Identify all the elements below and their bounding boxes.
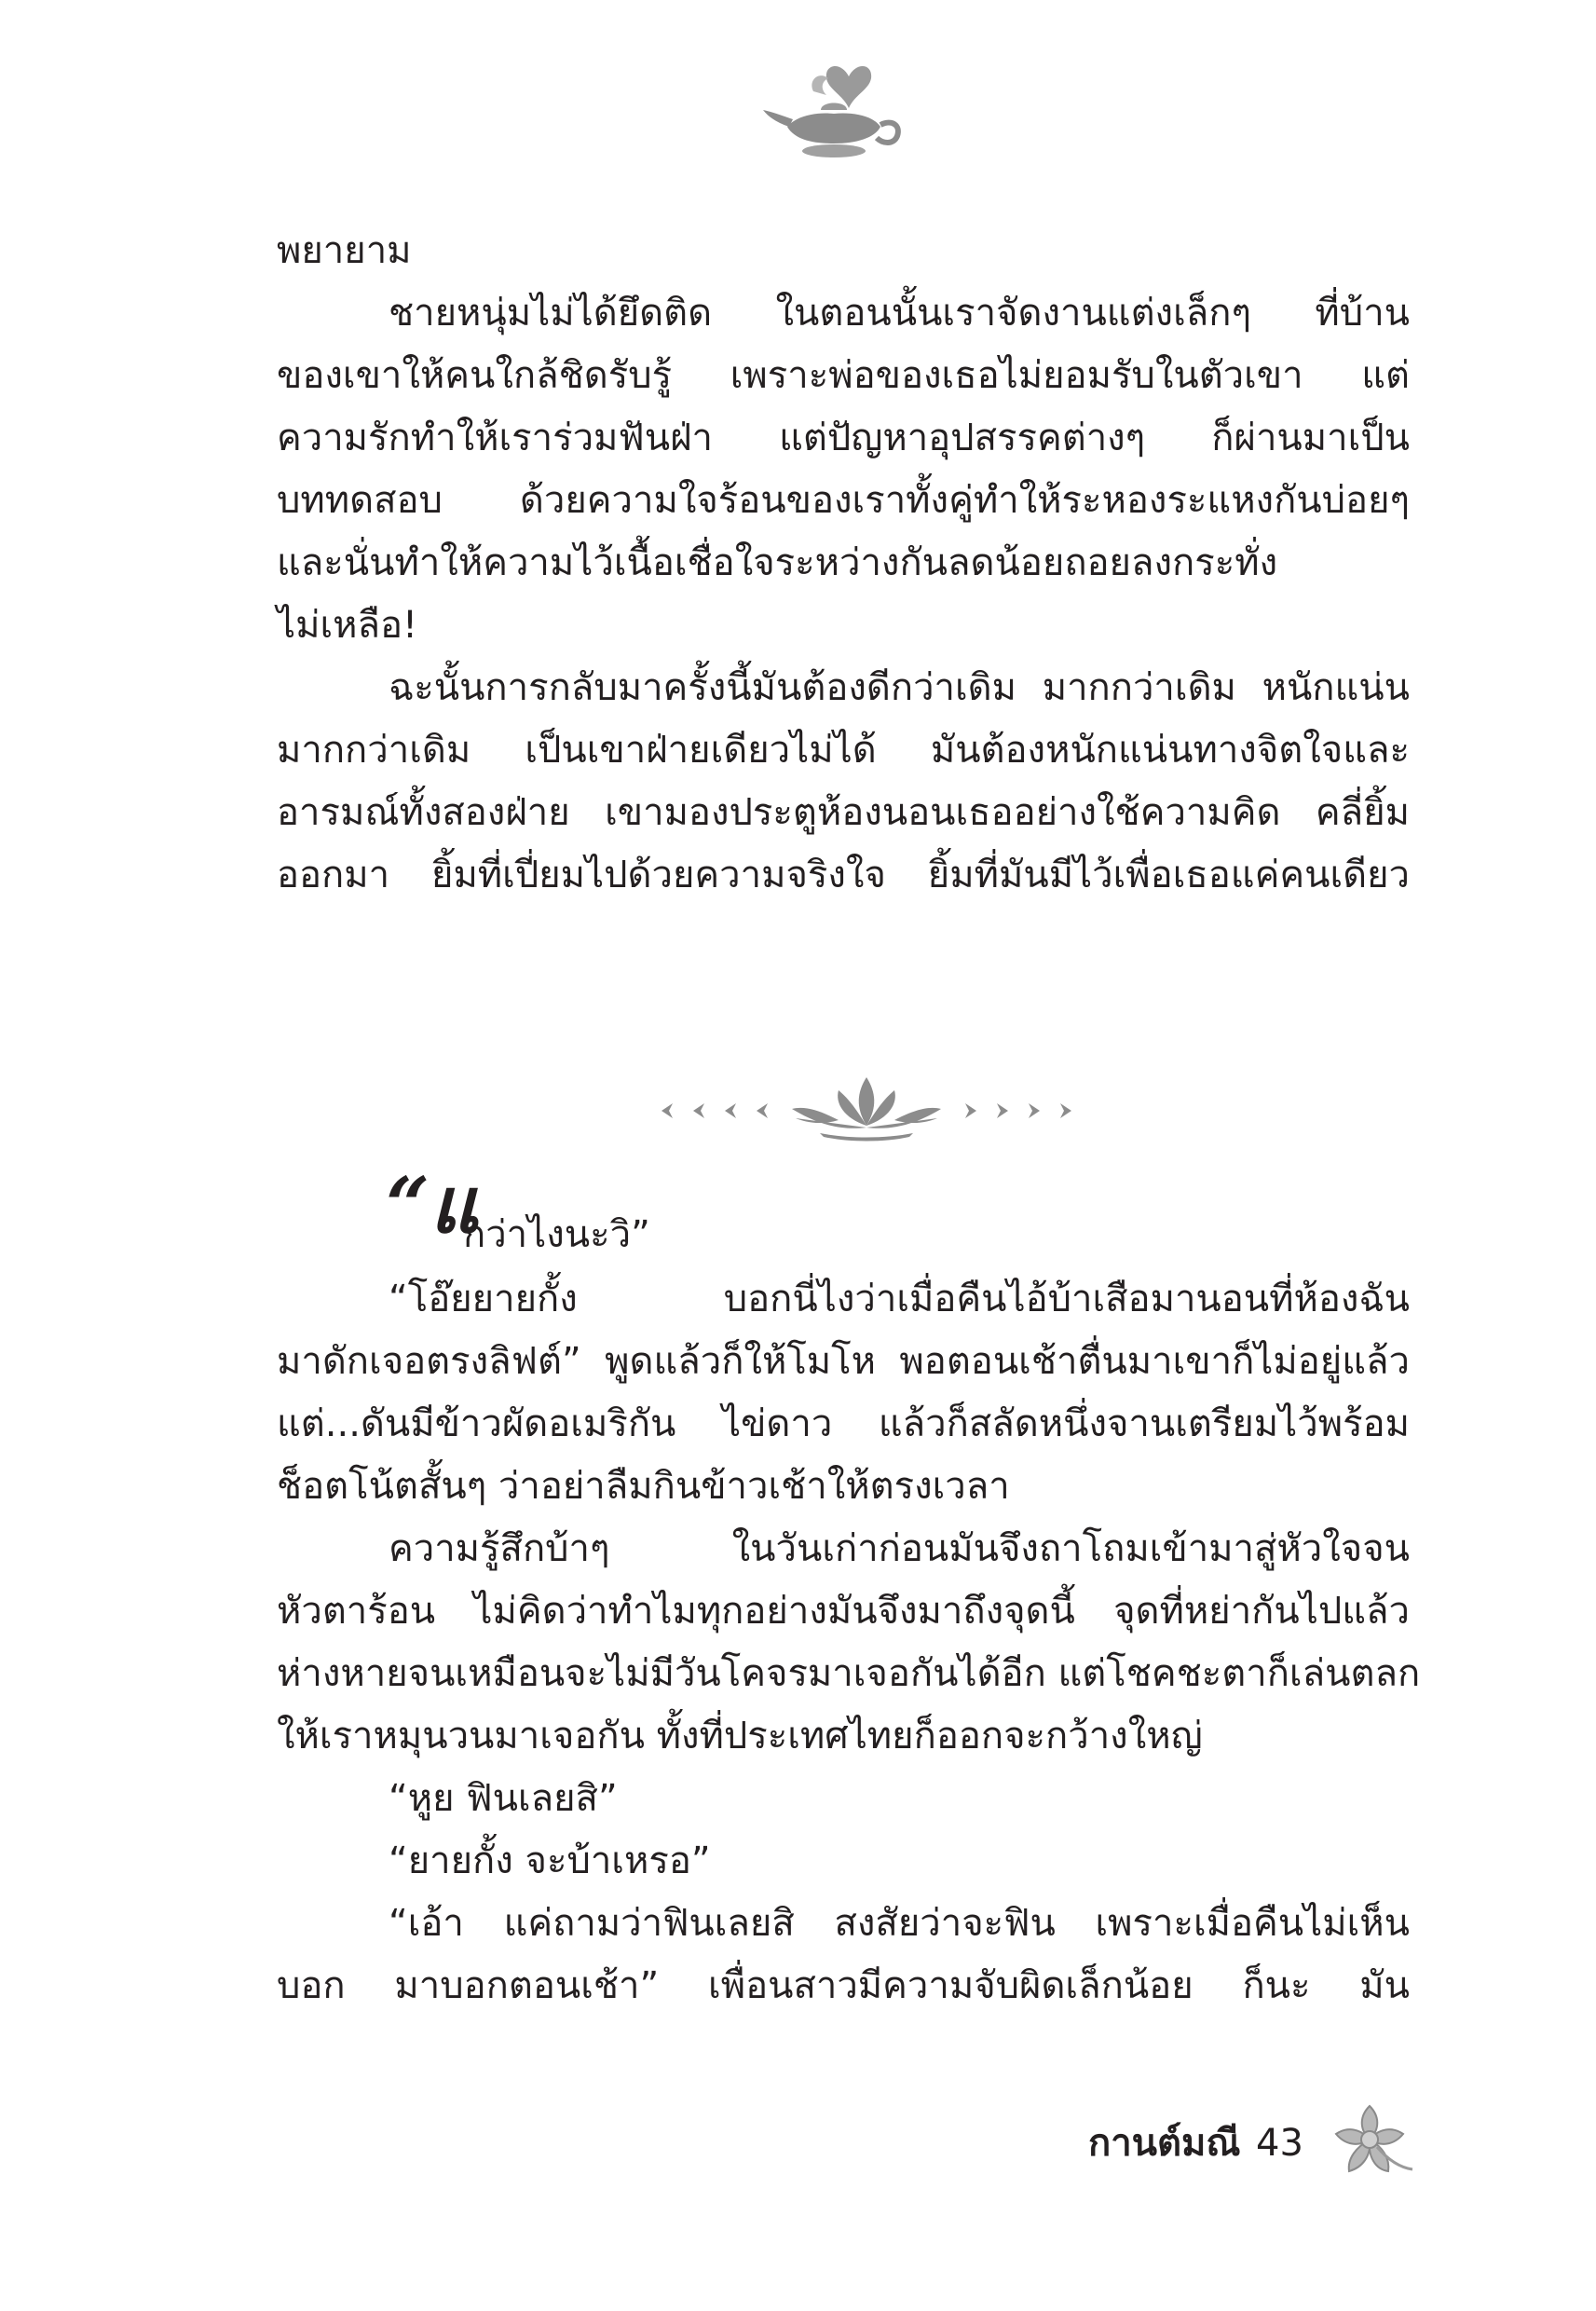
flower-icon [1323, 2093, 1416, 2186]
footer-book-title: กานต์มณี [1088, 2122, 1241, 2165]
text-line: และนั่นทำให้ความไว้เนื้อเชื่อใจระหว่างกันลดน้อยถอยลงกระทั่ง [277, 541, 1278, 584]
genie-lamp-icon [759, 54, 908, 175]
text-line: ออกมา ยิ้มที่เปี่ยมไปด้วยความจริงใจ ยิ้มที่มันมีไว้เพื่อเธอแค่คนเดียว [277, 854, 1410, 896]
text-line: “โอ๊ยยายกั้ง บอกนี่ไงว่าเมื่อคืนไอ้บ้าเสือมานอนที่ห้องฉัน [389, 1278, 1410, 1320]
text-line: ของเขาให้คนใกล้ชิดรับรู้ เพราะพ่อของเธอไม่ยอมรับในตัวเขา แต่ [277, 354, 1410, 397]
text-line: ชายหนุ่มไม่ได้ยึดติด ในตอนนั้นเราจัดงานแต่งเล็กๆ ที่บ้าน [389, 292, 1410, 335]
text-line: ไม่เหลือ! [277, 604, 418, 647]
text-line: อารมณ์ทั้งสองฝ่าย เขามองประตูห้องนอนเธออย่างใช้ความคิด คลี่ยิ้ม [277, 791, 1410, 834]
text-line: พยายาม [277, 229, 412, 272]
page-number: 43 [1256, 2122, 1303, 2165]
text-line: “หูย ฟินเลยสิ” [389, 1777, 618, 1820]
text-line: “ยายกั้ง จะบ้าเหรอ” [389, 1839, 711, 1882]
drop-cap: “แ [386, 1161, 480, 1251]
text-line: แต่...ดันมีข้าวผัดอเมริกัน ไข่ดาว แล้วก็สลัดหนึ่งจานเตรียมไว้พร้อม [277, 1402, 1410, 1445]
text-line: ความรักทำให้เราร่วมฟันฝ่า แต่ปัญหาอุปสรรคต่างๆ ก็ผ่านมาเป็น [277, 417, 1410, 459]
text-line: ความรู้สึกบ้าๆ ในวันเก่าก่อนมันจึงถาโถมเข้ามาสู่หัวใจจน [389, 1527, 1410, 1570]
text-line: มากกว่าเดิม เป็นเขาฝ่ายเดียวไม่ได้ มันต้องหนักแน่นทางจิตใจและ [277, 729, 1410, 772]
text-line: บอก มาบอกตอนเช้า” เพื่อนสาวมีความจับผิดเล็กน้อย ก็นะ มัน [277, 1964, 1410, 2007]
text-line: หัวตาร้อน ไม่คิดว่าทำไมทุกอย่างมันจึงมาถึงจุดนี้ จุดที่หย่ากันไปแล้ว [277, 1590, 1410, 1633]
text-line: ห่างหายจนเหมือนจะไม่มีวันโคจรมาเจอกันได้อีก แต่โชคชะตาก็เล่นตลก [277, 1652, 1421, 1695]
lotus-divider-icon [652, 1072, 1081, 1146]
text-line: บททดสอบ ด้วยความใจร้อนของเราทั้งคู่ทำให้ระหองระแหงกันบ่อยๆ [277, 479, 1410, 522]
text-line: ให้เราหมุนวนมาเจอกัน ทั้งที่ประเทศไทยก็ออกจะกว้างใหญ่ [277, 1715, 1203, 1757]
text-line: มาดักเจอตรงลิฟต์” พูดแล้วก็ให้โมโห พอตอนเช้าตื่นมาเขาก็ไม่อยู่แล้ว [277, 1340, 1410, 1383]
text-line: “เอ้า แค่ถามว่าฟินเลยสิ สงสัยว่าจะฟิน เพราะเมื่อคืนไม่เห็น [389, 1902, 1410, 1945]
text-line: ช็อตโน้ตสั้นๆ ว่าอย่าลืมกินข้าวเช้าให้ตรงเวลา [277, 1465, 1010, 1508]
drop-cap-line: กว่าไงนะวิ” [463, 1213, 650, 1256]
text-line: ฉะนั้นการกลับมาครั้งนี้มันต้องดีกว่าเดิม มากกว่าเดิม หนักแน่น [389, 666, 1410, 709]
